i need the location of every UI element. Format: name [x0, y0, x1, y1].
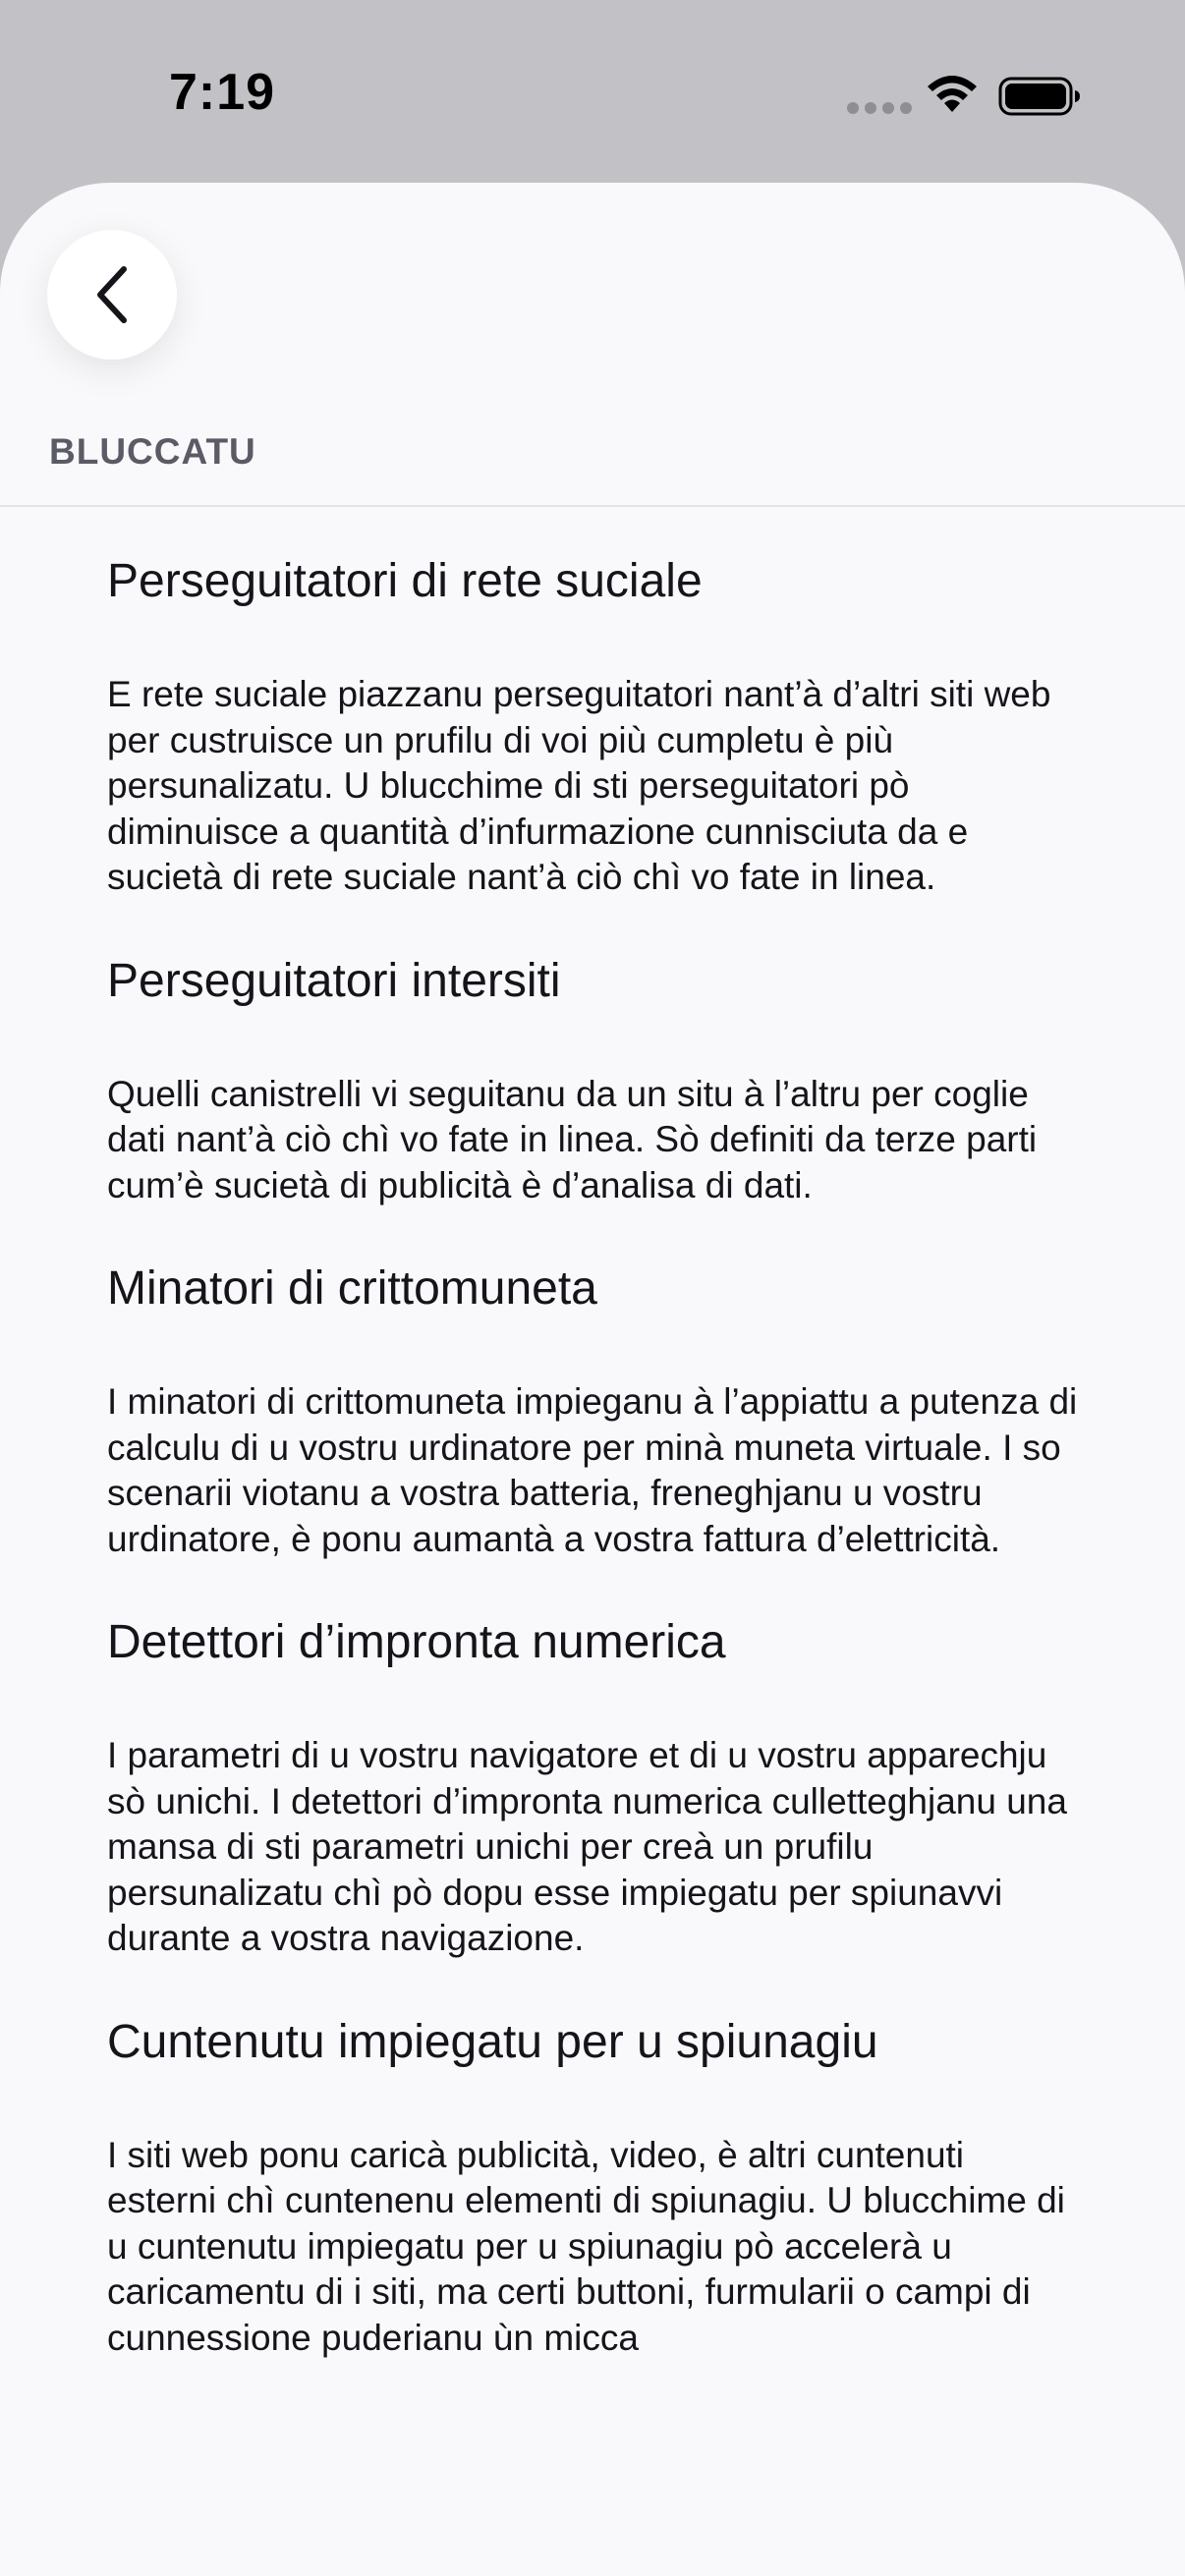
blocked-trackers-sheet: [0, 183, 1185, 2576]
wifi-icon: [924, 73, 981, 114]
section-description: I minatori di crittomuneta impieganu à l’appiattu a putenza di calculu di u vostru urdinatore per minà muneta virtuale. I so scenarii viotanu a vostra batteria, freneghjanu u vostru urdinatore, è ponu aumantà a vostra fattura d’elettricità.: [107, 1381, 1078, 1559]
section-description: Quelli canistrelli vi seguitanu da un situ à l’altru per coglie dati nant’à ciò chì vo fate in linea. Sò definiti da terze parti cum’è sucietà di publicità è d’analisa di dati.: [107, 1073, 1038, 1205]
status-bar: [0, 0, 1185, 183]
chevron-left-icon: [90, 263, 134, 326]
section-title: Minatori di crittomuneta: [107, 1262, 597, 1315]
section-title: Detettori d’impronta numerica: [107, 1616, 726, 1668]
tracker-section-cryptominers: [107, 1261, 1080, 1562]
cellular-signal-icon: [847, 102, 912, 114]
back-button[interactable]: [47, 230, 177, 360]
tracker-section-fingerprinters: [107, 1615, 1080, 1962]
status-time: 7:19: [169, 64, 276, 121]
tracker-section-social: [107, 554, 1080, 901]
battery-icon: [998, 76, 1083, 117]
section-title: Cuntenutu impiegatu per u spiunagiu: [107, 2015, 878, 2068]
section-title: Perseguitatori intersiti: [107, 954, 561, 1007]
tracker-descriptions: [107, 554, 1080, 2414]
section-description: I siti web ponu caricà publicità, video, è altri cuntenuti esterni chì cuntenenu elementi di spiunagiu. U blucchime di u cuntenutu impiegatu per u spiunagiu pò accelerà u caricamentu di i siti, ma certi buttoni, furmularii o campi di cunnessione puderianu ùn micca: [107, 2134, 1065, 2358]
tracker-section-cross-site: [107, 954, 1080, 1209]
divider: [0, 505, 1185, 507]
section-title: Perseguitatori di rete suciale: [107, 555, 703, 607]
section-label: BLUCCATU: [49, 431, 256, 472]
tracker-section-tracking-content: [107, 2015, 1080, 2362]
section-description: E rete suciale piazzanu perseguitatori nant’à d’altri siti web per custruisce un prufilu di voi più cumpletu è più persunalizatu. U blucchime di sti perseguitatori pò diminuisce a quantità d’infurmazione cunnisciuta da e sucietà di rete suciale nant’à ciò chì vo fate in linea.: [107, 674, 1051, 897]
section-description: I parametri di u vostru navigatore et di u vostru apparechju sò unichi. I detettori d’impronta numerica culletteghjanu una mansa di sti parametri unichi per creà un prufilu persunalizatu chì pò dopu esse impiegatu per spiunavvi durante a vostra navigazione.: [107, 1735, 1067, 1958]
